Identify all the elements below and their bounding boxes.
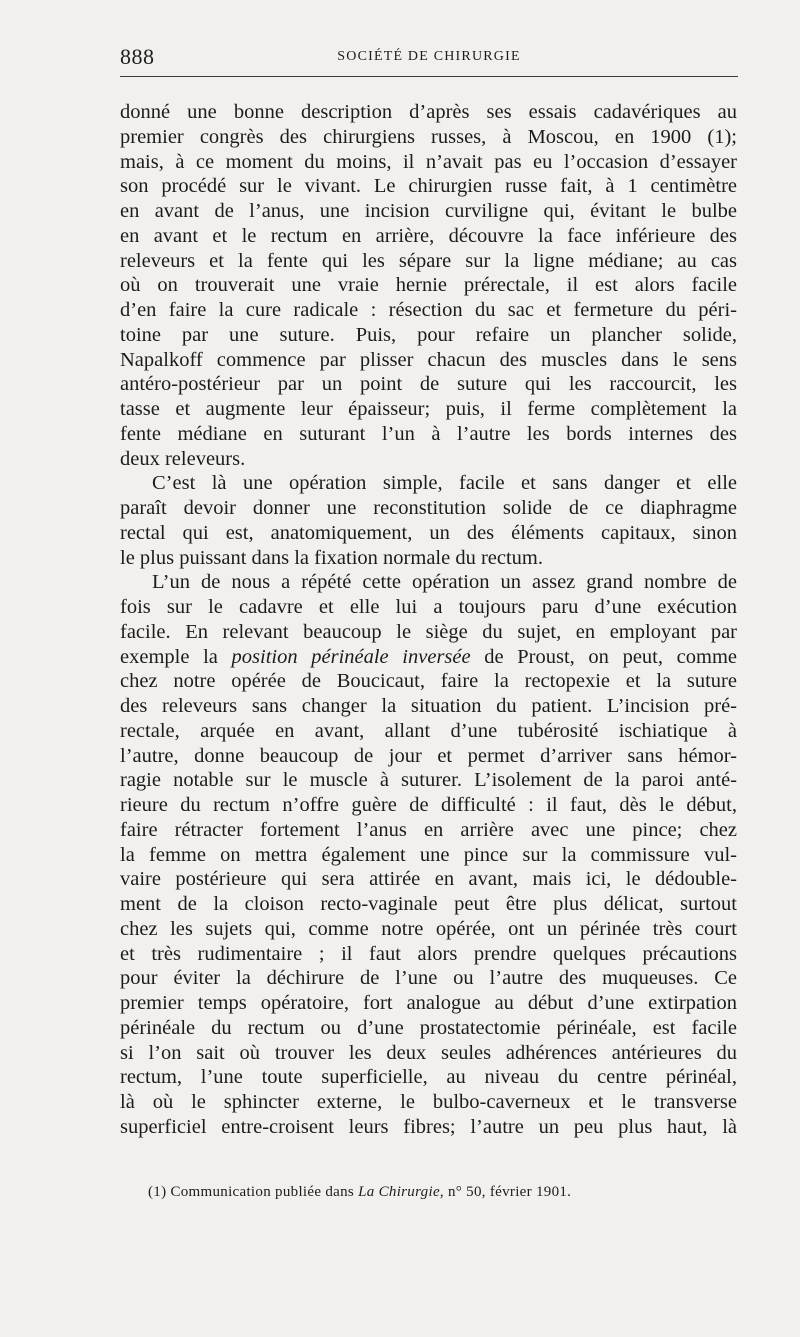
text-line: et très rudimentaire ; il faut alors prendre quelques précautions <box>120 942 737 965</box>
page-number: 888 <box>120 44 155 69</box>
footnote <box>148 1184 571 1201</box>
text-line: chez les sujets qui, comme notre opérée, ont un périnée très court <box>120 917 737 940</box>
text-line: superficiel entre-croisent leurs fibres; l’autre un peu plus haut, là <box>120 1115 737 1138</box>
text-line: antéro-postérieur par un point de suture qui les raccourcit, les <box>120 373 737 396</box>
text-line: paraît devoir donner une reconstitution solide de ce diaphragme <box>120 497 737 519</box>
text-line: L’un de nous a répété cette opération un assez grand nombre de <box>152 571 737 594</box>
text-line: rectal qui est, anatomiquement, un des éléments capitaux, sinon <box>120 521 737 544</box>
text-line: la femme on mettra également une pince sur la commissure vul- <box>120 843 737 866</box>
header-rule <box>120 76 738 77</box>
text-line: deux releveurs. <box>120 447 246 470</box>
text-line-with-italic <box>120 645 737 670</box>
text-line: fois sur le cadavre et elle lui a toujours paru d’une exécution <box>120 596 737 618</box>
text-line: Napalkoff commence par plisser chacun des muscles dans le sens <box>120 348 737 371</box>
text-line: d’en faire la cure radicale : résection du sac et fermeture du péri- <box>120 299 737 321</box>
running-head: SOCIÉTÉ DE CHIRURGIE <box>337 49 521 64</box>
text-line: donné une bonne description d’après ses essais cadavériques au <box>120 101 737 123</box>
text-line: C’est là une opération simple, facile et sans danger et elle <box>152 472 737 495</box>
text-line: rectum, l’une toute superficielle, au niveau du centre périnéal, <box>120 1066 737 1089</box>
line-segment: de Proust, on peut, comme <box>470 645 737 668</box>
text-line: le plus puissant dans la fixation normale du rectum. <box>120 546 544 569</box>
footnote-journal: La Chirurgie <box>358 1184 440 1200</box>
text-line: en avant de l’anus, une incision curviligne qui, évitant le bulbe <box>120 200 737 222</box>
italic-term: position périnéale inversée <box>231 645 471 668</box>
text-line: vaire postérieure qui sera attirée en avant, mais ici, le dédouble- <box>120 868 737 891</box>
text-line: l’autre, donne beaucoup de jour et permet d’arriver sans hémor- <box>120 744 737 767</box>
text-line: mais, à ce moment du moins, il n’avait pas eu l’occasion d’essayer <box>120 150 737 173</box>
text-line: rectale, arquée en avant, allant d’une tubérosité ischiatique à <box>120 719 737 742</box>
text-line: pour éviter la déchirure de l’une ou l’autre des muqueuses. Ce <box>120 967 737 990</box>
text-line: ment de la cloison recto-vaginale peut être plus délicat, surtout <box>120 893 737 915</box>
text-line: tasse et augmente leur épaisseur; puis, il ferme complètement la <box>120 398 737 420</box>
text-line: son procédé sur le vivant. Le chirurgien russe fait, à 1 centimètre <box>120 175 737 198</box>
text-line: chez notre opérée de Boucicaut, faire la rectopexie et la suture <box>120 670 737 693</box>
text-line: où on trouverait une vraie hernie prérectale, il est alors facile <box>120 274 737 297</box>
text-line: si l’on sait où trouver les deux seules adhérences antérieures du <box>120 1041 737 1064</box>
text-line: périnéale du rectum ou d’une prostatectomie périnéale, est facile <box>120 1016 737 1039</box>
text-line: ragie notable sur le muscle à suturer. L’isolement de la paroi anté- <box>120 769 737 792</box>
line-segment: exemple la <box>120 645 232 668</box>
text-line: premier temps opératoire, fort analogue au début d’une extirpation <box>120 992 737 1014</box>
text-line: faire rétracter fortement l’anus en arrière avec une pince; chez <box>120 818 737 841</box>
text-line: des releveurs sans changer la situation du patient. L’incision pré- <box>120 695 737 717</box>
text-line: premier congrès des chirurgiens russes, à Moscou, en 1900 (1); <box>120 125 737 148</box>
text-line: là où le sphincter externe, le bulbo-caverneux et le transverse <box>120 1091 737 1113</box>
text-line: facile. En relevant beaucoup le siège du sujet, en employant par <box>120 620 737 643</box>
footnote-text: (1) Communication publiée dans <box>148 1184 359 1200</box>
page-header <box>120 44 738 70</box>
text-line: rieure du rectum n’offre guère de difficulté : il faut, dès le début, <box>120 794 737 816</box>
text-line: releveurs et la fente qui les sépare sur la ligne médiane; au cas <box>120 249 737 272</box>
text-line: toine par une suture. Puis, pour refaire un plancher solide, <box>120 323 737 346</box>
body-text <box>120 100 737 1140</box>
footnote-text-end: , n° 50, février 1901. <box>439 1184 572 1200</box>
text-line: en avant et le rectum en arrière, découvre la face inférieure des <box>120 224 737 247</box>
text-line: fente médiane en suturant l’un à l’autre les bords internes des <box>120 422 737 445</box>
